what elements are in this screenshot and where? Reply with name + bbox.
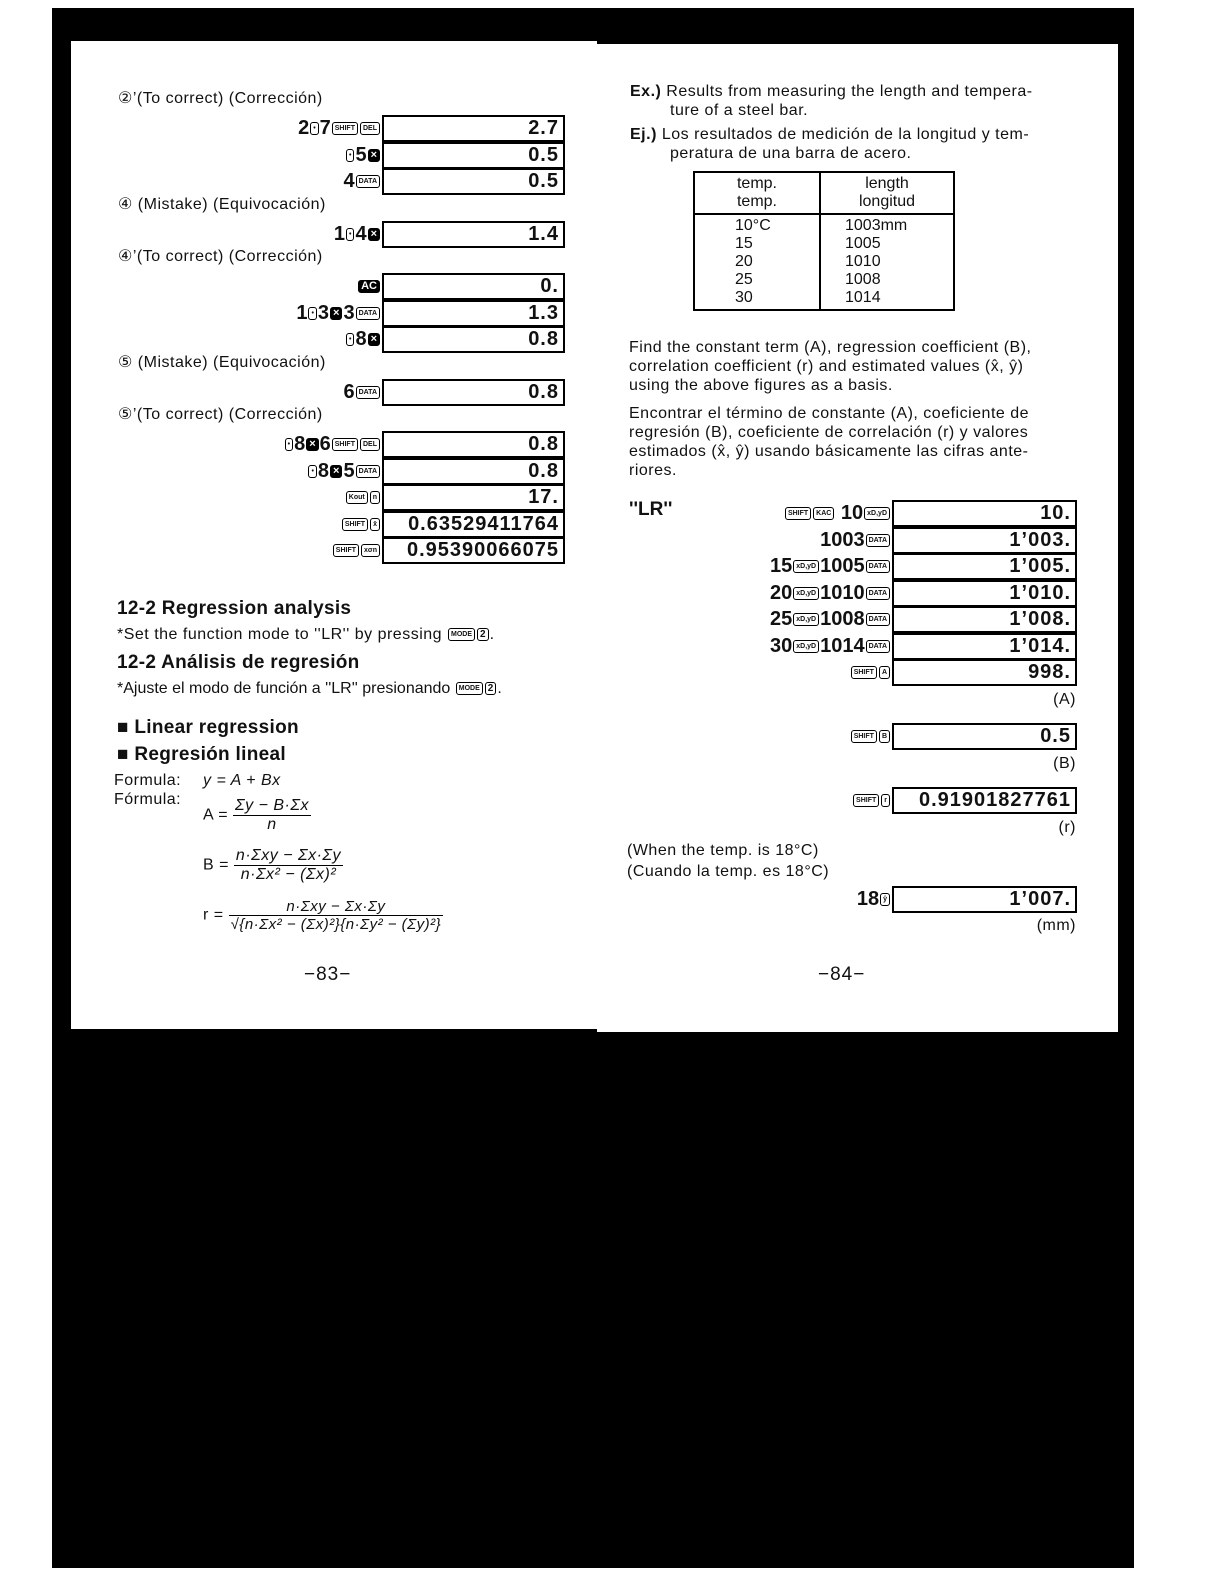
- bullet-linear-regression: ■ Linear regression: [117, 717, 299, 738]
- example-es: [630, 126, 1029, 144]
- page-number-83: −83−: [304, 964, 352, 985]
- formula-a-numerator: Σy − B·Σx: [235, 797, 309, 814]
- calculator-display: 0.8: [382, 379, 565, 406]
- key-icon: xσn: [361, 544, 380, 557]
- table-body-row: [694, 214, 954, 310]
- keystrokes: [770, 582, 891, 604]
- keystrokes: [341, 513, 381, 535]
- formula-b: [203, 847, 343, 884]
- ex-label: Ex.): [630, 83, 662, 100]
- header-temp-en: temp.: [736, 175, 777, 192]
- key-icon: •: [346, 149, 354, 162]
- keystroke-digits: 5: [343, 459, 355, 482]
- keystrokes: [852, 789, 891, 811]
- formula-label-es: Fórmula:: [114, 791, 182, 808]
- mode-key: MODE: [448, 628, 475, 641]
- keystrokes: [296, 302, 381, 324]
- keystrokes: [343, 170, 381, 192]
- keystroke-digits: 25: [770, 608, 793, 630]
- key-icon: DATA: [866, 587, 890, 600]
- calculator-display: 0.5: [382, 168, 565, 195]
- formula-a-denominator: n: [267, 816, 277, 833]
- section-title-en: 12-2 Regression analysis: [117, 598, 352, 619]
- example-en: [630, 83, 1033, 101]
- table-cell: 10°C: [735, 217, 771, 234]
- key-icon: ×: [330, 307, 342, 320]
- table-cell: 15: [735, 235, 753, 252]
- key-icon: SHIFT: [853, 794, 879, 807]
- key-icon: SHIFT: [342, 518, 368, 531]
- calculator-display: 0.8: [382, 326, 565, 353]
- unit-mm: (mm): [1036, 917, 1076, 934]
- table-cell: 30: [735, 289, 753, 306]
- key-2: 2: [477, 628, 489, 641]
- calculator-display: 0.91901827761: [892, 787, 1077, 814]
- calculator-display: 1’003.: [892, 527, 1077, 554]
- key-icon: xD,yD: [793, 640, 819, 653]
- calculator-display: 0.8: [382, 458, 565, 485]
- ex-text: Results from measuring the length and tempera-: [666, 83, 1033, 100]
- ej-text: Los resultados de medición de la longitud y tem-: [661, 126, 1030, 143]
- key-icon: ×: [368, 149, 380, 162]
- keystrokes: [770, 555, 891, 577]
- keystroke-digits: 4: [355, 222, 367, 245]
- formula-a-fraction: [233, 797, 311, 834]
- key-icon: SHIFT: [851, 666, 877, 679]
- calculator-display: 998.: [892, 659, 1077, 686]
- header-length-en: length: [865, 175, 909, 192]
- when-en: (When the temp. is 18°C): [627, 842, 819, 859]
- key-icon: B: [879, 730, 890, 743]
- data-table: [693, 171, 955, 311]
- key-icon: DATA: [866, 640, 890, 653]
- calculator-display: 1.3: [382, 300, 565, 327]
- paragraph-en: [629, 338, 1031, 395]
- keystroke-digits: 3: [317, 301, 330, 324]
- unit-r: (r): [1058, 819, 1076, 836]
- key-icon: A: [879, 666, 890, 679]
- table-cell: 1003mm: [845, 217, 908, 234]
- key-icon: r: [881, 794, 890, 807]
- formula-b-lhs: B =: [203, 856, 229, 874]
- key-icon: xD,yD: [793, 587, 819, 600]
- keystroke-digits: 8: [294, 433, 306, 455]
- paragraph-line: riores.: [629, 462, 677, 479]
- keystrokes: [850, 725, 891, 747]
- calculator-display: 10.: [892, 500, 1077, 527]
- paragraph-line: using the above figures as a basis.: [629, 377, 893, 394]
- key-icon: xD,yD: [864, 507, 890, 520]
- keystrokes: [298, 117, 381, 139]
- header-temp-es: temp.: [736, 193, 777, 210]
- key-icon: SHIFT: [851, 730, 877, 743]
- calculator-display: 1’008.: [892, 606, 1077, 633]
- header-length: [820, 172, 954, 214]
- paragraph-es: [629, 404, 1029, 480]
- formula-r-numerator: n·Σxy − Σx·Σy: [229, 898, 444, 916]
- key-icon: DATA: [866, 613, 890, 626]
- key-icon: ×: [330, 465, 342, 478]
- keystroke-digits: 1008: [820, 608, 865, 630]
- key-icon: •: [285, 438, 293, 451]
- key-icon: ×: [306, 438, 318, 451]
- paragraph-line: regresión (B), coeficiente de correlación (r) y valores: [629, 424, 1029, 441]
- keystroke-digits: 2: [298, 117, 310, 139]
- key-icon: DATA: [356, 386, 380, 399]
- key-icon: ×: [368, 228, 380, 241]
- keystrokes: [332, 539, 381, 561]
- table-cell: 1008: [845, 271, 881, 288]
- keystroke-digits: 18: [856, 888, 880, 910]
- example-es-cont: peratura de una barra de acero.: [670, 145, 912, 162]
- header-length-es: longitud: [858, 193, 916, 210]
- keystroke-digits: 8: [355, 328, 367, 350]
- key-icon: DEL: [360, 438, 380, 451]
- calculator-display: 1’005.: [892, 553, 1077, 580]
- keystrokes: [334, 223, 381, 245]
- keystroke-digits: 30: [770, 634, 793, 657]
- step-label: ⑤ (Mistake) (Equivocación): [118, 353, 326, 371]
- key-icon: x̄: [370, 518, 380, 531]
- paragraph-line: estimados (x̂, ŷ) usando básicamente las cifras ante-: [629, 443, 1029, 460]
- paragraph-line: Find the constant term (A), regression coefficient (B),: [629, 339, 1032, 356]
- keystroke-digits: 1010: [820, 581, 865, 604]
- formula-r-denominator: √{n·Σx² − (Σx)²}{n·Σy² − (Σy)²}: [230, 916, 442, 933]
- key-icon: •: [308, 465, 316, 478]
- key-icon: •: [346, 333, 354, 346]
- formula-a-lhs: A =: [203, 806, 229, 824]
- step-label: ②’(To correct) (Corrección): [118, 90, 323, 107]
- table-cell: 25: [735, 271, 753, 288]
- keystrokes: [284, 433, 381, 455]
- keystroke-digits: 7: [319, 117, 331, 139]
- when-es: (Cuando la temp. es 18°C): [627, 863, 830, 880]
- key-icon: SHIFT: [332, 438, 358, 451]
- key-icon: SHIFT: [332, 122, 358, 135]
- formula-r-fraction: [229, 898, 444, 933]
- key-icon: SHIFT: [785, 507, 811, 520]
- keystroke-digits: 20: [770, 581, 793, 604]
- key-icon: xD,yD: [793, 560, 819, 573]
- lr-mode-label: ''LR'': [629, 499, 673, 520]
- keystrokes: [345, 144, 381, 166]
- keystrokes: [820, 529, 891, 551]
- calculator-display: 0.63529411764: [382, 511, 565, 538]
- keystroke-digits: 4: [343, 170, 355, 192]
- keystroke-digits: 6: [343, 380, 355, 403]
- page-number-84: −84−: [818, 964, 866, 985]
- key-icon: DATA: [866, 534, 890, 547]
- keystrokes: [343, 381, 381, 403]
- calculator-display: 0.8: [382, 431, 565, 458]
- key-icon: DATA: [356, 465, 380, 478]
- key-icon: Kout: [346, 491, 368, 504]
- calculator-display: 1.4: [382, 221, 565, 248]
- keystrokes: [784, 502, 891, 524]
- keystroke-digits: 5: [355, 143, 367, 166]
- formula-a: [203, 797, 311, 834]
- length-column: [820, 214, 954, 310]
- table-header-row: [694, 172, 954, 214]
- key-icon: KAC: [813, 507, 834, 520]
- calculator-display: 0.5: [892, 723, 1077, 750]
- calculator-display: 1’007.: [892, 886, 1077, 913]
- formula-b-fraction: [234, 847, 343, 884]
- key-icon: xD,yD: [793, 613, 819, 626]
- table-cell: 20: [735, 253, 753, 270]
- key-icon: •: [310, 122, 318, 135]
- paragraph-line: correlation coefficient (r) and estimated values (x̂, ŷ): [629, 358, 1024, 375]
- keystroke-digits: 1: [333, 222, 345, 245]
- key-icon: DATA: [866, 560, 890, 573]
- key-icon: DATA: [356, 175, 380, 188]
- temp-column: [694, 214, 820, 310]
- key-icon: AC: [358, 280, 380, 293]
- table-cell: 1014: [845, 289, 881, 306]
- mode-note-es: *Ajuste el modo de función a ''LR'' presionando MODE 2 .: [117, 680, 502, 697]
- formula-r-lhs: r =: [203, 906, 224, 924]
- key-icon: ×: [368, 333, 380, 346]
- table-cell: 1010: [845, 253, 881, 270]
- key-2: 2: [485, 682, 497, 695]
- key-icon: •: [308, 307, 316, 320]
- calculator-display: 0.5: [382, 142, 565, 169]
- keystrokes: [850, 661, 891, 683]
- keystrokes: [307, 460, 381, 482]
- page-84: [597, 44, 1118, 1032]
- bullet-regresion-lineal: ■ Regresión lineal: [117, 744, 286, 765]
- step-label: ⑤’(To correct) (Corrección): [118, 406, 323, 423]
- paragraph-line: Encontrar el término de constante (A), coeficiente de: [629, 405, 1030, 422]
- key-icon: DEL: [360, 122, 380, 135]
- calculator-display: 1’010.: [892, 580, 1077, 607]
- step-label: ④’(To correct) (Corrección): [118, 248, 323, 265]
- calculator-display: 1’014.: [892, 633, 1077, 660]
- keystroke-digits: 1014: [820, 634, 865, 657]
- calculator-display: 0.: [382, 273, 565, 300]
- calculator-display: 17.: [382, 484, 565, 511]
- key-icon: DATA: [356, 307, 380, 320]
- mode-note-en: *Set the function mode to ''LR'' by pressing MODE 2 .: [117, 626, 495, 643]
- unit-b: (B): [1053, 755, 1076, 772]
- key-icon: •: [346, 228, 354, 241]
- formula-b-numerator: n·Σxy − Σx·Σy: [235, 847, 341, 864]
- section-title-es: 12-2 Análisis de regresión: [117, 652, 360, 673]
- keystroke-digits: 8: [317, 459, 330, 482]
- key-icon: n: [370, 491, 380, 504]
- keystroke-digits: 15: [770, 555, 793, 577]
- keystrokes: [857, 888, 891, 910]
- formula-r: [203, 898, 443, 933]
- key-icon: SHIFT: [333, 544, 359, 557]
- page-83: [71, 41, 597, 1029]
- example-en-cont: ture of a steel bar.: [670, 102, 809, 119]
- keystroke-digits: 1005: [820, 555, 865, 577]
- calculator-display: 2.7: [382, 115, 565, 142]
- key-icon: ŷ: [880, 893, 890, 906]
- mode-note-en-text: *Set the function mode to ''LR'' by pressing: [117, 626, 443, 643]
- formula-main: y = A + Bx: [203, 772, 281, 789]
- formula-label-en: Formula:: [114, 772, 182, 789]
- keystroke-digits: 3: [343, 301, 355, 324]
- keystrokes: [357, 275, 381, 297]
- unit-a: (A): [1053, 691, 1076, 708]
- keystrokes: [345, 328, 381, 350]
- formula-b-denominator: n·Σx² − (Σx)²: [240, 866, 337, 883]
- ej-label: Ej.): [630, 126, 657, 143]
- calculator-display: 0.95390066075: [382, 537, 565, 564]
- keystroke-digits: 1: [296, 301, 308, 324]
- keystroke-digits: 1003: [820, 528, 865, 551]
- table-cell: 1005: [845, 235, 881, 252]
- step-label: ④ (Mistake) (Equivocación): [118, 195, 326, 213]
- keystrokes: [770, 635, 891, 657]
- header-temp: [694, 172, 820, 214]
- keystrokes: [345, 486, 381, 508]
- keystroke-digits: 10: [835, 502, 864, 524]
- keystroke-digits: 6: [319, 433, 331, 455]
- mode-note-es-text: *Ajuste el modo de función a ''LR'' presionando: [117, 680, 451, 697]
- mode-key: MODE: [456, 682, 483, 695]
- keystrokes: [770, 608, 891, 630]
